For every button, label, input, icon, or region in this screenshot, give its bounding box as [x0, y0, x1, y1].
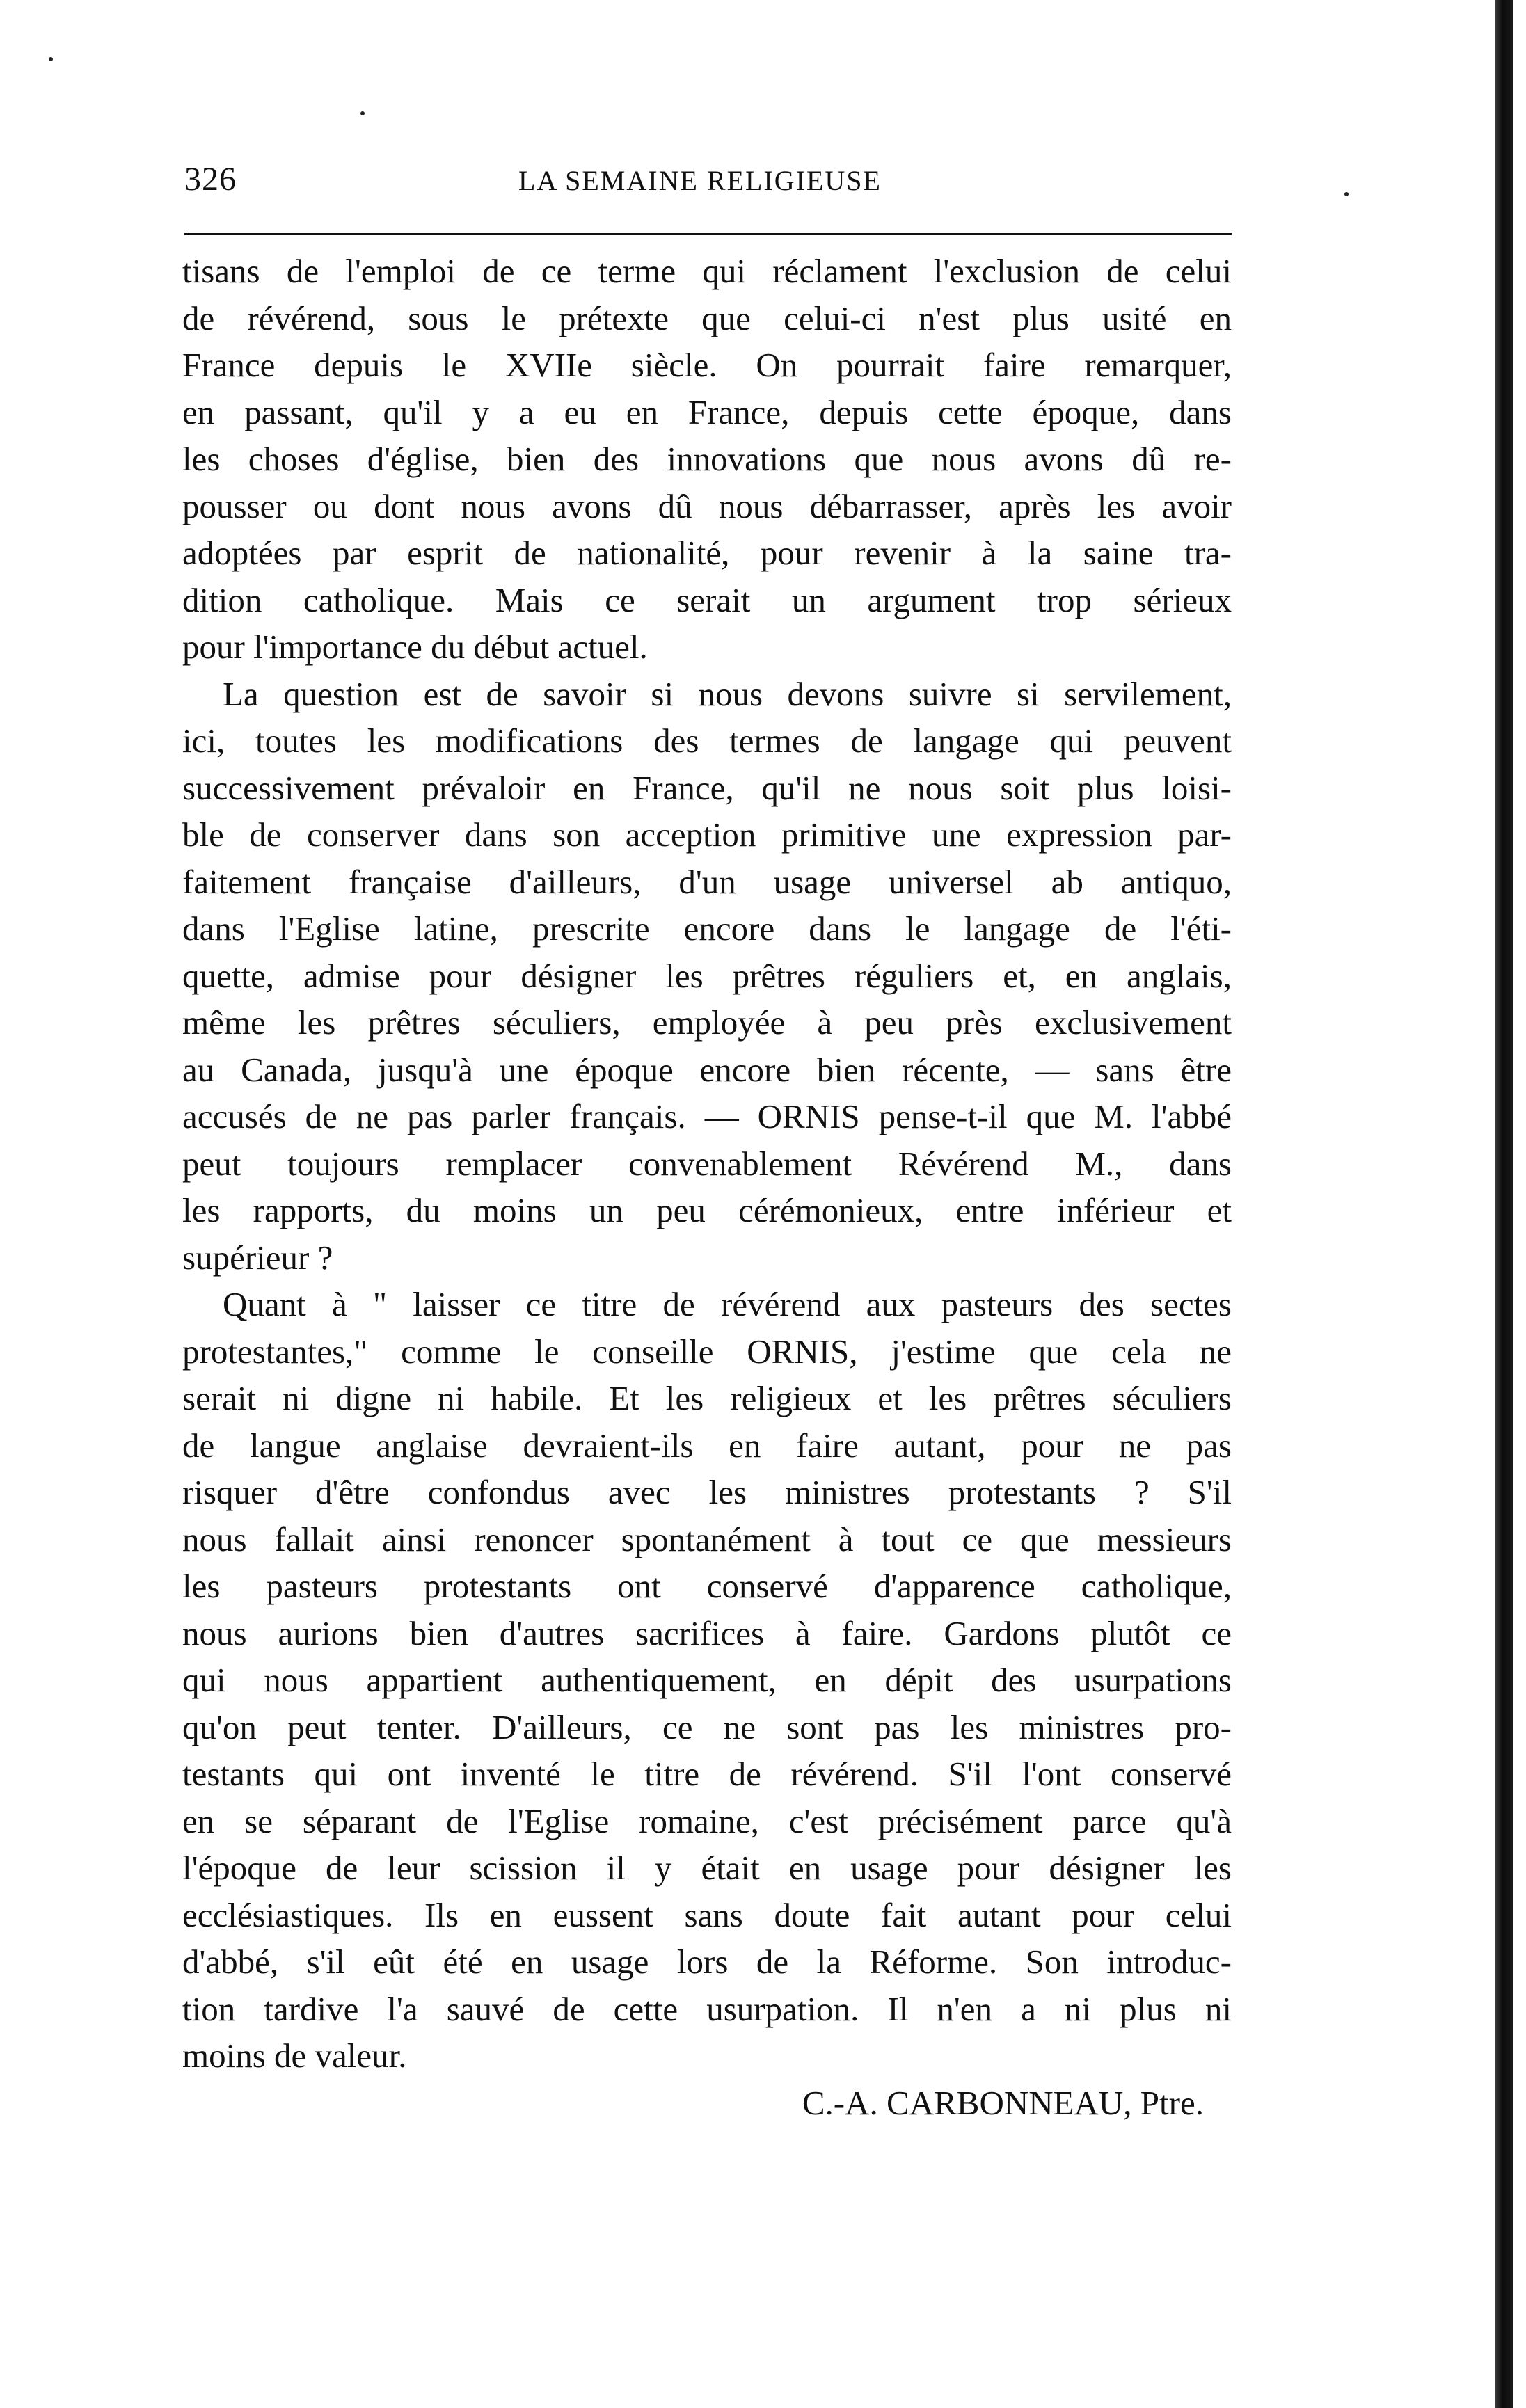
text-line: ici, toutes les modifications des termes de langage qui peuvent: [182, 721, 1232, 760]
text-line: en se séparant de l'Eglise romaine, c'est précisément parce qu'à: [182, 1801, 1232, 1840]
text-line: serait ni digne ni habile. Et les religieux et les prêtres séculiers: [182, 1379, 1232, 1417]
text-line: France depuis le XVIIe siècle. On pourrait faire remarquer,: [182, 346, 1232, 384]
text-line: protestantes," comme le conseille ORNIS, j'estime que cela ne: [182, 1332, 1232, 1371]
text-line: dans l'Eglise latine, prescrite encore dans le langage de l'éti-: [182, 909, 1232, 948]
text-line: pousser ou dont nous avons dû nous débarrasser, après les avoir: [182, 486, 1232, 525]
scan-speck: [49, 57, 53, 61]
text-line: de langue anglaise devraient-ils en faire autant, pour ne pas: [182, 1426, 1232, 1465]
page-number: 326: [184, 161, 237, 198]
signature: C.-A. CARBONNEAU, Ptre.: [802, 2083, 1204, 2122]
text-line: faitement française d'ailleurs, d'un usage universel ab antiquo,: [182, 862, 1232, 901]
text-line: de révérend, sous le prétexte que celui-ci n'est plus usité en: [182, 298, 1232, 337]
text-line: La question est de savoir si nous devons suivre si servilement,: [223, 674, 1232, 713]
text-line: nous aurions bien d'autres sacrifices à faire. Gardons plutôt ce: [182, 1613, 1232, 1652]
text-line: l'époque de leur scission il y était en usage pour désigner les: [182, 1849, 1232, 1887]
text-line: dition catholique. Mais ce serait un argument trop sérieux: [182, 580, 1232, 619]
running-title: LA SEMAINE RELIGIEUSE: [518, 165, 882, 196]
text-line: ble de conserver dans son acception primitive une expression par-: [182, 815, 1232, 854]
text-line: quette, admise pour désigner les prêtres réguliers et, en anglais,: [182, 956, 1232, 995]
text-line: peut toujours remplacer convenablement Révérend M., dans: [182, 1144, 1232, 1183]
text-line: d'abbé, s'il eût été en usage lors de la Réforme. Son introduc-: [182, 1943, 1232, 1981]
text-line: testants qui ont inventé le titre de révérend. S'il l'ont conservé: [182, 1755, 1232, 1793]
text-line: Quant à " laisser ce titre de révérend aux pasteurs des sectes: [223, 1285, 1232, 1323]
scan-edge-shadow: [1495, 0, 1513, 2408]
text-line: même les prêtres séculiers, employée à peu près exclusivement: [182, 1003, 1232, 1042]
text-line: adoptées par esprit de nationalité, pour revenir à la saine tra-: [182, 534, 1232, 572]
article-body: [182, 248, 1232, 2126]
text-line: qui nous appartient authentiquement, en dépit des usurpations: [182, 1661, 1232, 1699]
text-line: nous fallait ainsi renoncer spontanément à tout ce que messieurs: [182, 1520, 1232, 1558]
text-line: moins de valeur.: [182, 2036, 407, 2075]
text-line: ecclésiastiques. Ils en eussent sans doute fait autant pour celui: [182, 1895, 1232, 1934]
text-line: au Canada, jusqu'à une époque encore bien récente, — sans être: [182, 1050, 1232, 1089]
text-line: les choses d'église, bien des innovations que nous avons dû re-: [182, 440, 1232, 478]
scan-speck: [360, 111, 365, 115]
header-rule: [184, 233, 1232, 235]
text-line: qu'on peut tenter. D'ailleurs, ce ne sont pas les ministres pro-: [182, 1707, 1232, 1746]
text-line: risquer d'être confondus avec les ministres protestants ? S'il: [182, 1473, 1232, 1511]
scan-speck: [1344, 192, 1349, 196]
text-line: pour l'importance du début actuel.: [182, 628, 648, 666]
text-line: les pasteurs protestants ont conservé d'apparence catholique,: [182, 1567, 1232, 1605]
text-line: supérieur ?: [182, 1238, 333, 1277]
running-head: [184, 160, 1232, 209]
text-line: successivement prévaloir en France, qu'il ne nous soit plus loisi-: [182, 768, 1232, 807]
text-line: les rapports, du moins un peu cérémonieux, entre inférieur et: [182, 1191, 1232, 1229]
text-line: tion tardive l'a sauvé de cette usurpation. Il n'en a ni plus ni: [182, 1989, 1232, 2028]
text-line: en passant, qu'il y a eu en France, depuis cette époque, dans: [182, 392, 1232, 431]
text-line: accusés de ne pas parler français. — ORNIS pense-t-il que M. l'abbé: [182, 1097, 1232, 1135]
text-line: tisans de l'emploi de ce terme qui réclament l'exclusion de celui: [182, 252, 1232, 290]
